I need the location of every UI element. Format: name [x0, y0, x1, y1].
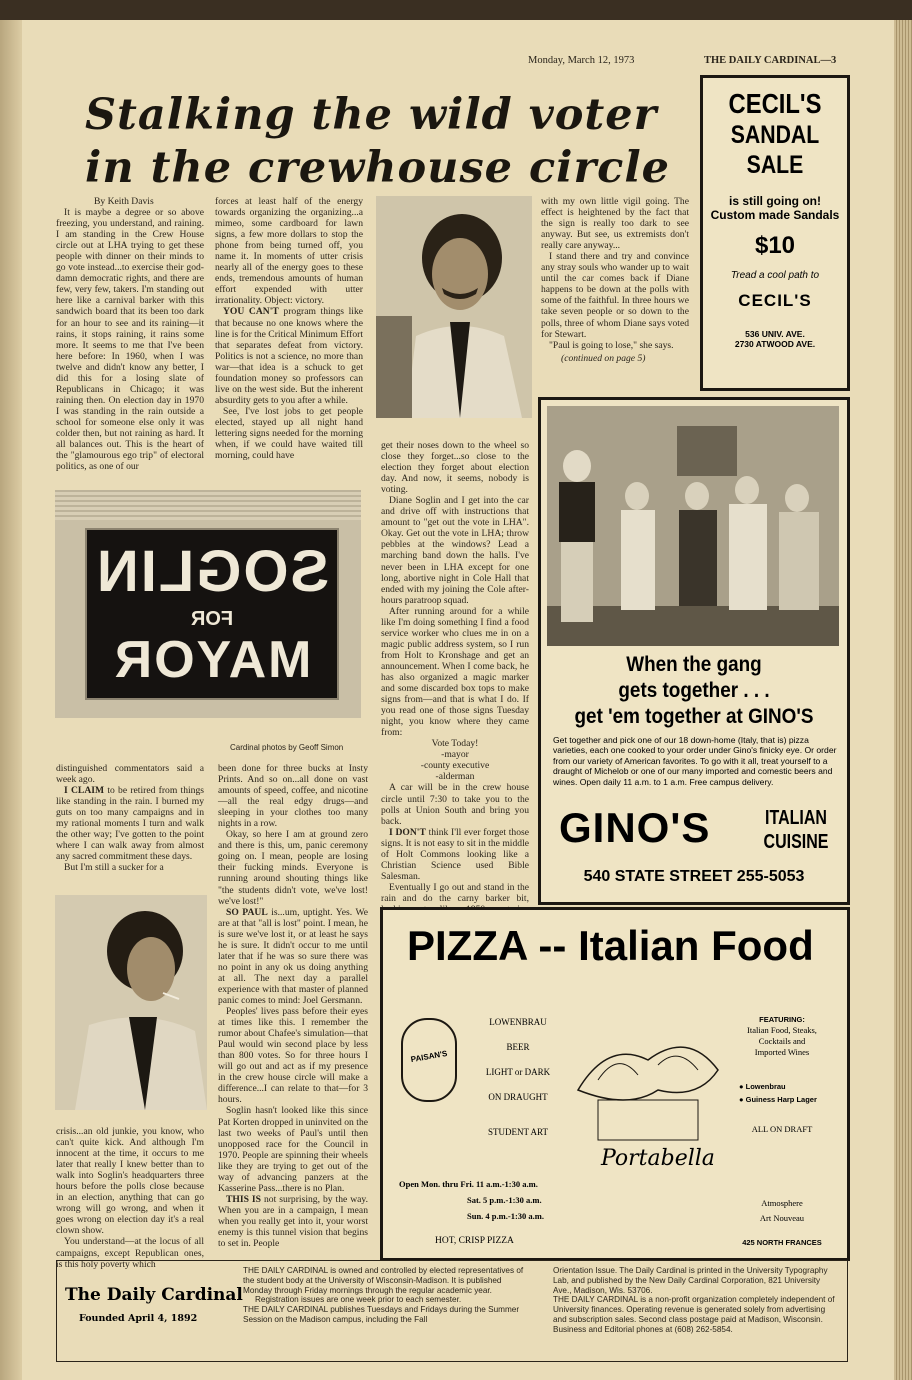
lead-in: SO PAUL	[226, 906, 268, 918]
masthead-footer	[56, 1260, 848, 1362]
sign-word-soglin: SOGLIN	[94, 539, 330, 604]
pizza-featuring	[723, 1014, 841, 1058]
page-gutter	[0, 20, 22, 1380]
paragraph: to be retired from things like standing in the rain. I burned my guts on too many campaigns and in my rational moments I turn and walk the other way; I've gotten to the point where I can walk away from almost any sacred commitment these days.	[56, 785, 204, 863]
lead-in: I DON'T	[389, 826, 426, 838]
page-edge-stack	[894, 20, 912, 1380]
paragraph: not surprising, by the way. When you are in a campaign, I mean when you really get into it, your worst enemy is this tunnel vision that begins to set in. People	[218, 1193, 368, 1250]
newspaper-page	[0, 20, 912, 1380]
ginos-address: 540 STATE STREET 255-5053	[583, 868, 805, 885]
paragraph: A car will be in the crew house circle until 7:30 to take you to the polls at Union South and bring you back.	[381, 782, 529, 827]
pizza-beer-bullets: ● Lowenbrau ● Guiness Harp Lager	[739, 1082, 817, 1104]
pizza-beer-list	[463, 1010, 573, 1145]
headline-line2: in the crewhouse circle	[85, 143, 671, 193]
paragraph: with my own little vigil going. The effect is heightened by the fact that the sign is really too dark to see anyway. But see, us extremists don't really care anyway...	[541, 196, 689, 252]
ginos-illustration	[547, 406, 839, 646]
ginos-ad	[538, 397, 850, 905]
hours-line: Open Mon. thru Fri. 11 a.m.-1:30 a.m.	[399, 1179, 538, 1189]
ad-subtitle: is still going on!	[729, 194, 821, 208]
headline-line: gets together . . .	[618, 679, 770, 702]
portabella-logo: Portabella	[601, 1146, 715, 1171]
lead-in: I CLAIM	[64, 785, 105, 797]
featuring-line: Italian Food, Steaks,	[747, 1025, 817, 1035]
portrait-illustration	[55, 895, 207, 1110]
ad-title-sale: SALE	[746, 151, 804, 179]
continued-note: (continued on page 5)	[561, 352, 646, 364]
sign-text-block	[381, 738, 529, 782]
ad-title-cecils: CECIL'S	[728, 88, 822, 119]
paragraph: been done for three bucks at Insty Prints. And so on...all done on vast amounts of speed, coffee, and nicotine—all the real edgy drugs—and sleeping in your clothes too many nights in a row.	[218, 763, 368, 830]
article-column-2-mid	[218, 763, 368, 1249]
page-folio: THE DAILY CARDINAL—3	[704, 55, 837, 66]
bullet-item: Guiness Harp Lager	[745, 1095, 817, 1104]
sign-word-mayor: MAYOR	[112, 631, 312, 689]
sign-word-for: FOR	[190, 608, 234, 630]
paragraph: distinguished commentators said a week ago.	[56, 763, 204, 786]
masthead-founded: Founded April 4, 1892	[79, 1313, 198, 1324]
paisans-logo-text: PAISAN'S	[410, 1048, 448, 1065]
ginos-photo	[547, 406, 839, 646]
article-column-1-bottom	[56, 1126, 204, 1270]
sign-line: -county executive	[420, 760, 490, 772]
paragraph: Eventually I go out and stand in the rain and do the carny barker bit,	[381, 881, 529, 904]
masthead-title: The Daily Cardinal	[65, 1285, 243, 1305]
masthead-paragraph: Orientation Issue. The Daily Cardinal is printed in the University Typography Lab, and published by the New Daily Cardinal Corporation, 821 University Ave., Madison, Wis. 53706.	[553, 1266, 828, 1295]
paragraph: After running around for a while like I'm doing something I find a food service worker who clues me in on a magic public address system, so I run from Holt to Kronshage and get an announcement. When I come back, he has also organized a magic marker and some discarded box tops to make signs from—and that is what I do. If you read one of those signs Tuesday night, you know where they came from:	[381, 605, 529, 739]
sign-line: -alderman	[435, 771, 475, 783]
article-column-1-top	[56, 196, 204, 472]
ad-price: $10	[754, 232, 796, 259]
paragraph: You understand—at the locus of all campaigns, except Republican ones, is this holy poverty which	[56, 1236, 204, 1270]
cuisine-line: ITALIAN	[765, 807, 827, 829]
portrait-illustration	[376, 196, 532, 418]
headline-line: get 'em together at GINO'S	[574, 705, 814, 728]
masthead-paragraph: Registration issues are one week prior to each semester.	[255, 1295, 462, 1305]
portrait-photo-top	[376, 196, 532, 418]
ad-subtitle: Custom made Sandals	[710, 208, 840, 222]
paragraph: program things like that because no one knows where the line is for the Critical Minimum Effort that separates defeat from victory. Politics is not a science, no more than war—that idea is a schuck to get foundation money so professors can live on the west side. But the inherent absurdity gets to you after a while.	[215, 306, 363, 406]
beer-line: LOWENBRAU	[489, 1017, 547, 1027]
paragraph: But I'm still a sucker for a	[64, 862, 164, 874]
paragraph: crisis...an old junkie, you know, who can't quite kick. And although I'm innocent at the time, it occurs to me later that really I knew better than to walk into Soglin's headquarters three hours before the polls close because in an election, anything that can go wrong will go wrong, and when it goes wrong on election day it's a real clown show.	[56, 1126, 204, 1237]
atmos-line: Atmosphere	[761, 1198, 803, 1208]
byline: By Keith Davis	[94, 196, 154, 207]
paragraph: See, I've lost jobs to get people elected, stayed up all night hand lettering signs needed for the morning when, if we could have waited till morning, could have	[215, 405, 363, 462]
pizza-draft: ALL ON DRAFT	[751, 1124, 813, 1134]
soglin-sign-photo	[55, 490, 361, 718]
ad-title-sandal: SANDAL	[730, 121, 820, 149]
paragraph: It is maybe a degree or so above freezing, you understand, and raining. I am standing in the Crew House circle out at LHA trying to get these people with dinner on their minds to go vote instead...to exercise their god-damn democratic rights, and there are few, very few, takers. I'm standing out here like a carnival barker with this sandwich board that its been too dark for an hour to see and its raining—it rains, it stops raining, it rains some more. It seems to me that I've been here before: In 1960, when I was twelve and didn't know any better, I did this for a losing slate of Republicans in Chicago; it was raining then. On election day in 1970 I was standing in the rain outside a school for someone else only it was colder then, but not raining as hard. It all balances out. This is the heart of the "glamourous ego trip" of electoral politics, as one of our	[56, 207, 204, 473]
ginos-headline	[556, 652, 831, 730]
bullet-item: Lowenbrau	[745, 1082, 786, 1091]
paragraph: Okay, so here I am at ground zero and there is this, um, panic ceremony going on. I mean, people are losing their fucking minds. Everyone is running around shouting things like "the students didn't vote, we've lost! we've lost!"	[218, 829, 368, 907]
paisans-logo	[401, 1018, 457, 1102]
beer-line: BEER	[506, 1042, 530, 1052]
ginos-logo: GINO'S	[559, 804, 711, 851]
paragraph: forces at least half of the energy towards organizing the organizing...a mimeo, some cardboard for lawn signs, a few more dollars to stop the phone from being turned off, you name it. In moments of utter crisis nearly all of the energy goes to these ends, tremendous amounts of human effort expended with utter irrationality. Object: victory.	[215, 196, 363, 307]
hours-line: Sun. 4 p.m.-1:30 a.m.	[467, 1211, 544, 1221]
ad-tagline: Tread a cool path to	[730, 270, 820, 281]
masthead-paragraph: THE DAILY CARDINAL publishes Tuesdays and Fridays during the Summer Session on the Madison campus, including the Fall	[243, 1305, 520, 1324]
pizza-atmosphere	[723, 1196, 841, 1226]
photo-credit: Cardinal photos by Geoff Simon	[230, 743, 344, 752]
sign-board	[85, 528, 339, 700]
ginos-body: Get together and pick one of our 18 down-home (Italy, that is) pizza varieties, each one cooked to your order under Gino's finicky eye. Or order from our variety of American favorites. To go with it all, treat yourself to a draught of Michelob or one of our many imported and comestic beers and wines. Open daily 11 a.m. to 1 a.m. Free campus delivery.	[553, 735, 837, 787]
paragraph: Peoples' lives pass before their eyes at times like this. I remember the rumor about Chafee's simulation—that Paul would win second place by less than 800 votes. So for three hours I will go out and act as if my presence in the crew house circle will make a difference...I can relate to that—for 3 hours.	[218, 1006, 368, 1106]
pizza-hours	[399, 1176, 544, 1224]
article-column-2-top	[215, 196, 363, 461]
hours-line: Sat. 5 p.m.-1:30 a.m.	[467, 1195, 542, 1205]
sign-line: Vote Today!	[431, 738, 479, 750]
atmos-line: Art Nouveau	[759, 1213, 805, 1223]
masthead-paragraph: THE DAILY CARDINAL is a non-profit organization completely independent of University finances. Operating revenue is generated solely from advertising and subscription sales. Second class postage paid at Madison, Wisconsin. Business and Editorial phones at (608) 262-5854.	[553, 1295, 835, 1334]
pizza-ad-title: PIZZA -- Italian Food	[407, 922, 814, 969]
ad-address: 536 UNIV. AVE.	[745, 329, 805, 339]
beer-line: LIGHT or DARK	[485, 1067, 551, 1077]
featuring-label: FEATURING:	[759, 1015, 805, 1024]
paragraph: get their noses down to the wheel so close they forget...so close to the election they forget about election day. And now, it seems, nobody is voting.	[381, 440, 529, 496]
paragraph: think I'll ever forget those signs. It is not easy to sit in the middle of Holt Commons looking like a Christian Science used Bible Salesman.	[381, 826, 529, 882]
paragraph: is...um, uptight. Yes. We are at that "all is lost" point. I mean, he is sure we've lost it, or at least he says he is sure. It didn't occur to me until later that if he was so sure there was no point in any ok us doing anything at all. The next day a parallel experience with that master of planned panic comes to mind: Joel Gersmann.	[218, 906, 368, 1006]
lead-in: THIS IS	[226, 1193, 261, 1205]
portrait-photo-bottom	[55, 895, 207, 1110]
paragraph: Soglin hasn't looked like this since Pat Korten dropped in uninvited on the last two weeks of Paul's until then unopposed race for the Council in 1970. People are spinning their wheels like they are trying to get out of the way of advancing panzers at the Kasserine Pass...there is no Plan.	[218, 1105, 368, 1194]
ad-address: 2730 ATWOOD AVE.	[734, 339, 816, 349]
paragraph: I stand there and try and convince any stray souls who wander up to wait until the car comes back if Diane happens to be down at the polls with some of the faithful. In three hours we take seven people or so down to the polls, three of whom Diane says voted for Stewart.	[541, 251, 689, 340]
paragraph: Diane Soglin and I get into the car and drive off with instructions that amount to "get out the vote in LHA". Okay. Get out the vote in LHA; throw pebbles at the windows? Lead a marching band down the halls. I've never been in LHA except for one long, abortive night in Cole Hall that ended with my joining the Cole after-hours paratroop squad.	[381, 495, 529, 606]
portabella-pizza-ad	[380, 907, 850, 1261]
cuisine-line: CUISINE	[763, 831, 829, 853]
pizza-crisp: HOT, CRISP PIZZA	[435, 1236, 514, 1246]
masthead-text-left	[243, 1266, 531, 1325]
headline-line1: Stalking the wild voter	[85, 90, 658, 140]
pizza-address: 425 NORTH FRANCES	[742, 1238, 822, 1247]
window-blind	[55, 490, 361, 520]
featuring-line: Cocktails and	[758, 1036, 806, 1046]
sign-line: -mayor	[441, 749, 469, 761]
masthead-paragraph: THE DAILY CARDINAL is owned and controlled by elected representatives of the student body at the University of Wisconsin-Madison. It is published Monday through Friday mornings through the regular academic year.	[243, 1266, 524, 1295]
article-column-4	[541, 196, 689, 364]
headline-line: When the gang	[626, 653, 762, 676]
article-column-1-mid	[56, 763, 204, 873]
issue-date: Monday, March 12, 1973	[528, 55, 635, 66]
featuring-line: Imported Wines	[754, 1047, 810, 1057]
beer-line: STUDENT ART	[487, 1127, 549, 1137]
masthead-text-right	[553, 1266, 839, 1335]
ginos-cuisine	[760, 806, 832, 854]
paragraph: "Paul is going to lose," she says.	[549, 339, 674, 351]
article-column-3	[381, 440, 529, 926]
lead-in: YOU CAN'T	[223, 306, 279, 318]
cecils-sandal-ad	[700, 75, 850, 391]
ad-store-name: CECIL'S	[738, 291, 812, 310]
beer-line: ON DRAUGHT	[488, 1092, 548, 1102]
